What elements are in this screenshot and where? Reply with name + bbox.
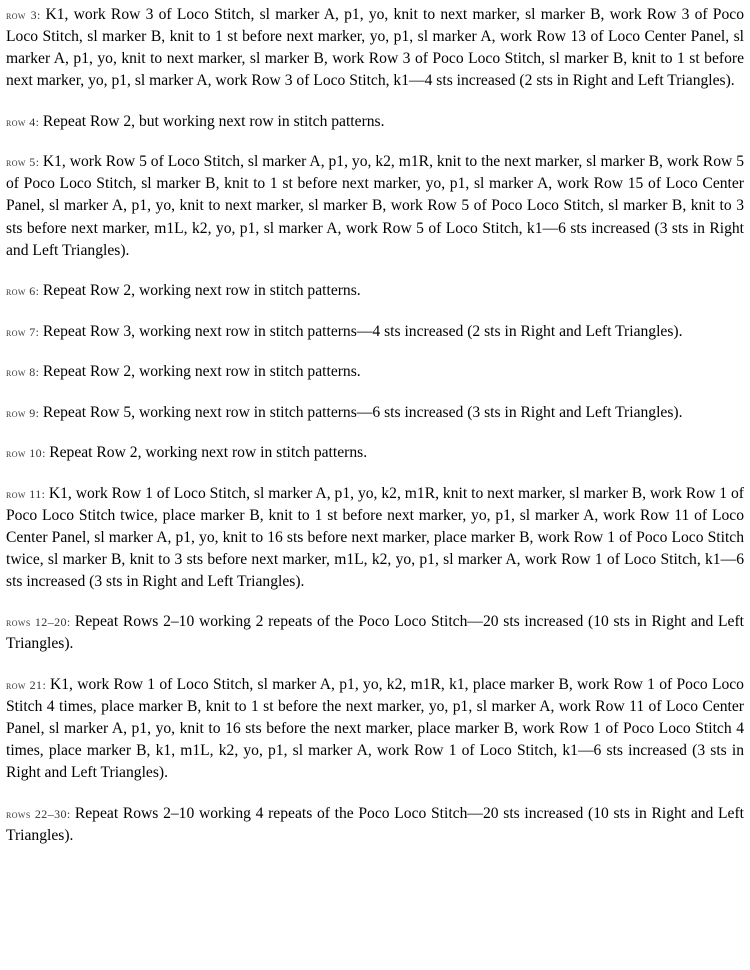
- row-8-instruction: [6, 361, 744, 383]
- row-text: K1, work Row 3 of Loco Stitch, sl marker A, p1, yo, knit to next marker, sl marker B, work Row 3 of Poco Loco Stitch, sl marker B, knit to 1 st before next marker, yo, p1, sl marker A, work Row 13 of Loco Center Panel, sl marker A, p1, yo, knit to next marker, sl marker B, work Row 3 of Poco Loco Stitch, sl marker B, knit to 1 st before next marker, yo, p1, sl marker A, work Row 3 of Loco Stitch, k1—4 sts increased (2 sts in Right and Left Triangles).: [6, 6, 744, 90]
- row-label: row 3 :: [6, 8, 45, 22]
- row-text: Repeat Row 2, working next row in stitch patterns.: [49, 444, 368, 462]
- row-text: Repeat Row 2, but working next row in stitch patterns.: [42, 112, 385, 130]
- row-7-instruction: [6, 321, 744, 343]
- row-6-instruction: [6, 280, 744, 302]
- row-4-instruction: [6, 111, 744, 133]
- row-label: row 5 :: [6, 155, 43, 169]
- row-label: row 7 :: [6, 325, 43, 339]
- row-text: Repeat Row 5, working next row in stitch patterns—6 sts increased (3 sts in Right and Left Triangles).: [42, 403, 683, 421]
- row-text: Repeat Row 3, working next row in stitch patterns—4 sts increased (2 sts in Right and Left Triangles).: [42, 322, 683, 340]
- row-10-instruction: [6, 442, 744, 464]
- row-label: rows 22–30 :: [6, 807, 75, 821]
- row-21-instruction: [6, 674, 744, 784]
- row-3-instruction: [6, 4, 744, 92]
- row-11-instruction: [6, 483, 744, 593]
- row-text: Repeat Rows 2–10 working 2 repeats of the Poco Loco Stitch—20 sts increased (10 sts in Right and Left Triangles).: [6, 613, 744, 653]
- rows-12-20-instruction: [6, 611, 744, 655]
- row-label: rows 12–20 :: [6, 615, 75, 629]
- row-text: Repeat Row 2, working next row in stitch patterns.: [42, 363, 361, 381]
- rows-22-30-instruction: [6, 803, 744, 847]
- row-5-instruction: [6, 151, 744, 261]
- row-text: K1, work Row 1 of Loco Stitch, sl marker A, p1, yo, k2, m1R, knit to next marker, sl marker B, work Row 1 of Poco Loco Stitch twice, place marker B, knit to 1 st before next marker, yo, p1, sl marker A, work Row 11 of Loco Center Panel, sl marker A, p1, yo, knit to 16 sts before next marker, place marker B, work Row 1 of Poco Loco Stitch twice, sl marker B, knit to 3 sts before next marker, m1L, k2, yo, p1, sl marker A, work Row 1 of Loco Stitch, k1—6 sts increased (3 sts in Right and Left Triangles).: [6, 484, 744, 590]
- row-text: K1, work Row 1 of Loco Stitch, sl marker A, p1, yo, k2, m1R, k1, place marker B, work Row 1 of Poco Loco Stitch 4 times, place marker B, knit to 1 st before the next marker, yo, p1, sl marker A, work Row 11 of Loco Center Panel, sl marker A, p1, yo, knit to 16 sts before the next marker, place marker B, work Row 1 of Poco Loco Stitch 4 times, place marker B, k1, m1L, k2, yo, p1, sl marker A, work Row 1 of Loco Stitch, k1—6 sts increased (3 sts in Right and Left Triangles).: [6, 675, 744, 782]
- row-text: K1, work Row 5 of Loco Stitch, sl marker A, p1, yo, k2, m1R, knit to the next marker, sl marker B, work Row 5 of Poco Loco Stitch, sl marker B, knit to 1 st before next marker, yo, p1, sl marker A, work Row 15 of Loco Center Panel, sl marker A, p1, yo, knit to next marker, sl marker B, work Row 5 of Poco Loco Stitch, sl marker B, knit to 3 sts before next marker, m1L, k2, yo, p1, sl marker A, work Row 5 of Loco Stitch, k1—6 sts increased (3 sts in Right and Left Triangles).: [6, 153, 744, 259]
- row-label: row 10 :: [6, 446, 49, 460]
- row-label: row 11 :: [6, 487, 49, 501]
- row-label: row 6 :: [6, 284, 43, 298]
- row-label: row 8 :: [6, 365, 43, 379]
- row-label: row 9 :: [6, 406, 43, 420]
- row-text: Repeat Rows 2–10 working 4 repeats of the Poco Loco Stitch—20 sts increased (10 sts in Right and Left Triangles).: [6, 804, 744, 844]
- row-label: row 4 :: [6, 115, 43, 129]
- row-label: row 21 :: [6, 678, 50, 692]
- row-text: Repeat Row 2, working next row in stitch patterns.: [42, 282, 361, 300]
- row-9-instruction: [6, 402, 744, 424]
